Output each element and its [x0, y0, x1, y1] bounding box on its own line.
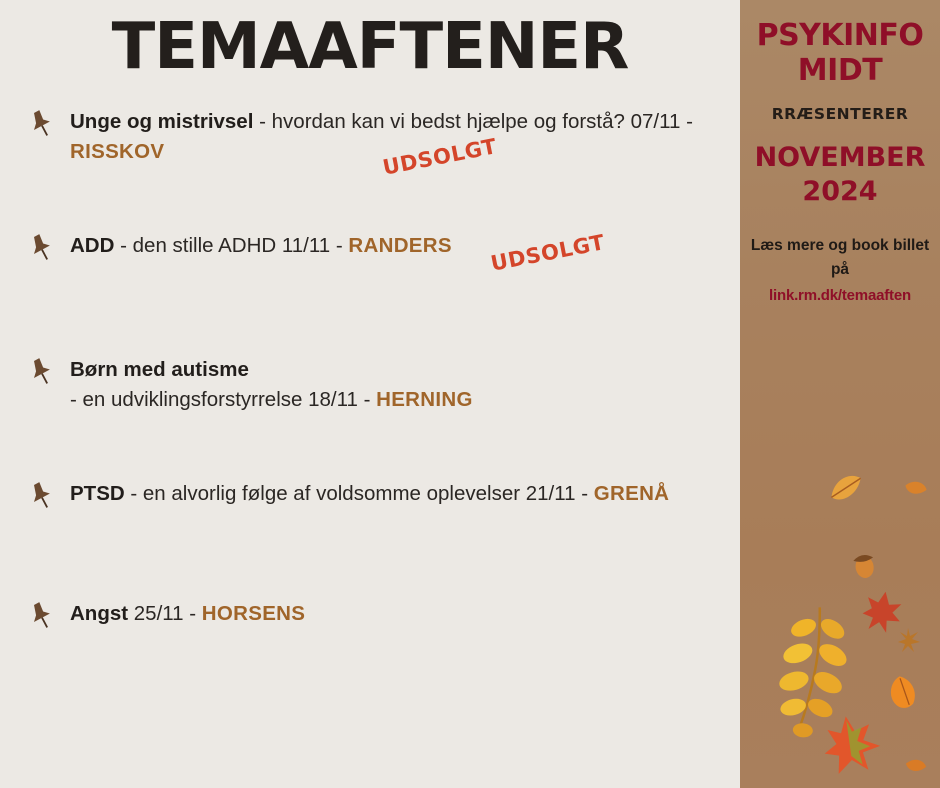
acorn-icon	[853, 553, 877, 579]
list-item	[0, 107, 740, 179]
event-place: GRENÅ	[593, 482, 670, 506]
list-item	[0, 479, 740, 551]
list-item	[0, 599, 740, 671]
status-badge: UDSOLGT	[380, 134, 499, 180]
brand-line-1: PSYKINFO	[756, 18, 924, 53]
list-item	[0, 231, 740, 303]
leaf-icon	[860, 588, 905, 635]
event-place: RISSKOV	[70, 139, 165, 163]
event-title: Angst	[70, 602, 129, 626]
event-title: PTSD	[70, 482, 125, 506]
pushpin-icon	[26, 357, 56, 387]
pushpin-icon	[26, 109, 56, 139]
pushpin-icon	[26, 481, 56, 511]
page-title: TEMAAFTENER	[111, 10, 629, 84]
presents-label: RRÆSENTERER	[771, 104, 909, 123]
list-item	[0, 355, 740, 427]
brand-line-2: MIDT	[797, 53, 883, 89]
event-description: - en alvorlig følge af voldsomme oplevelser 21/11 -	[124, 482, 594, 506]
autumn-leaves-decoration	[740, 458, 940, 788]
event-text	[70, 231, 710, 261]
month-label: NOVEMBER	[754, 141, 926, 173]
leaf-icon	[904, 478, 928, 499]
sidebar	[740, 0, 940, 788]
event-description: - den stille ADHD 11/11 -	[114, 234, 349, 258]
leaf-icon	[820, 712, 883, 775]
year-label: 2024	[802, 175, 878, 207]
event-list	[0, 81, 740, 671]
event-description: 25/11 -	[128, 602, 202, 626]
event-place: HORSENS	[201, 602, 306, 626]
event-text	[70, 599, 710, 629]
leaf-icon	[771, 604, 855, 742]
month-year	[748, 141, 932, 209]
booking-link[interactable]: link.rm.dk/temaaften	[769, 286, 911, 304]
leaf-icon	[887, 674, 918, 711]
leaf-icon	[905, 756, 928, 774]
pushpin-icon	[26, 233, 56, 263]
event-text	[70, 479, 710, 509]
event-title: Børn med autisme	[70, 358, 249, 382]
event-text	[70, 355, 710, 414]
leaf-icon	[898, 628, 920, 652]
event-title: Unge og mistrivsel	[70, 110, 254, 134]
status-badge: UDSOLGT	[488, 230, 607, 276]
pushpin-icon	[26, 601, 56, 631]
event-description: - hvordan kan vi bedst hjælpe og forstå? 07/11 -	[253, 110, 693, 134]
event-description: - en udviklingsforstyrrelse 18/11 -	[70, 387, 377, 411]
event-title: ADD	[70, 234, 115, 258]
brand-logo	[748, 18, 932, 89]
booking-text: Læs mere og book billet på	[750, 237, 930, 278]
event-place: RANDERS	[348, 234, 452, 258]
leaf-icon	[827, 473, 866, 503]
event-place: HERNING	[376, 387, 473, 411]
